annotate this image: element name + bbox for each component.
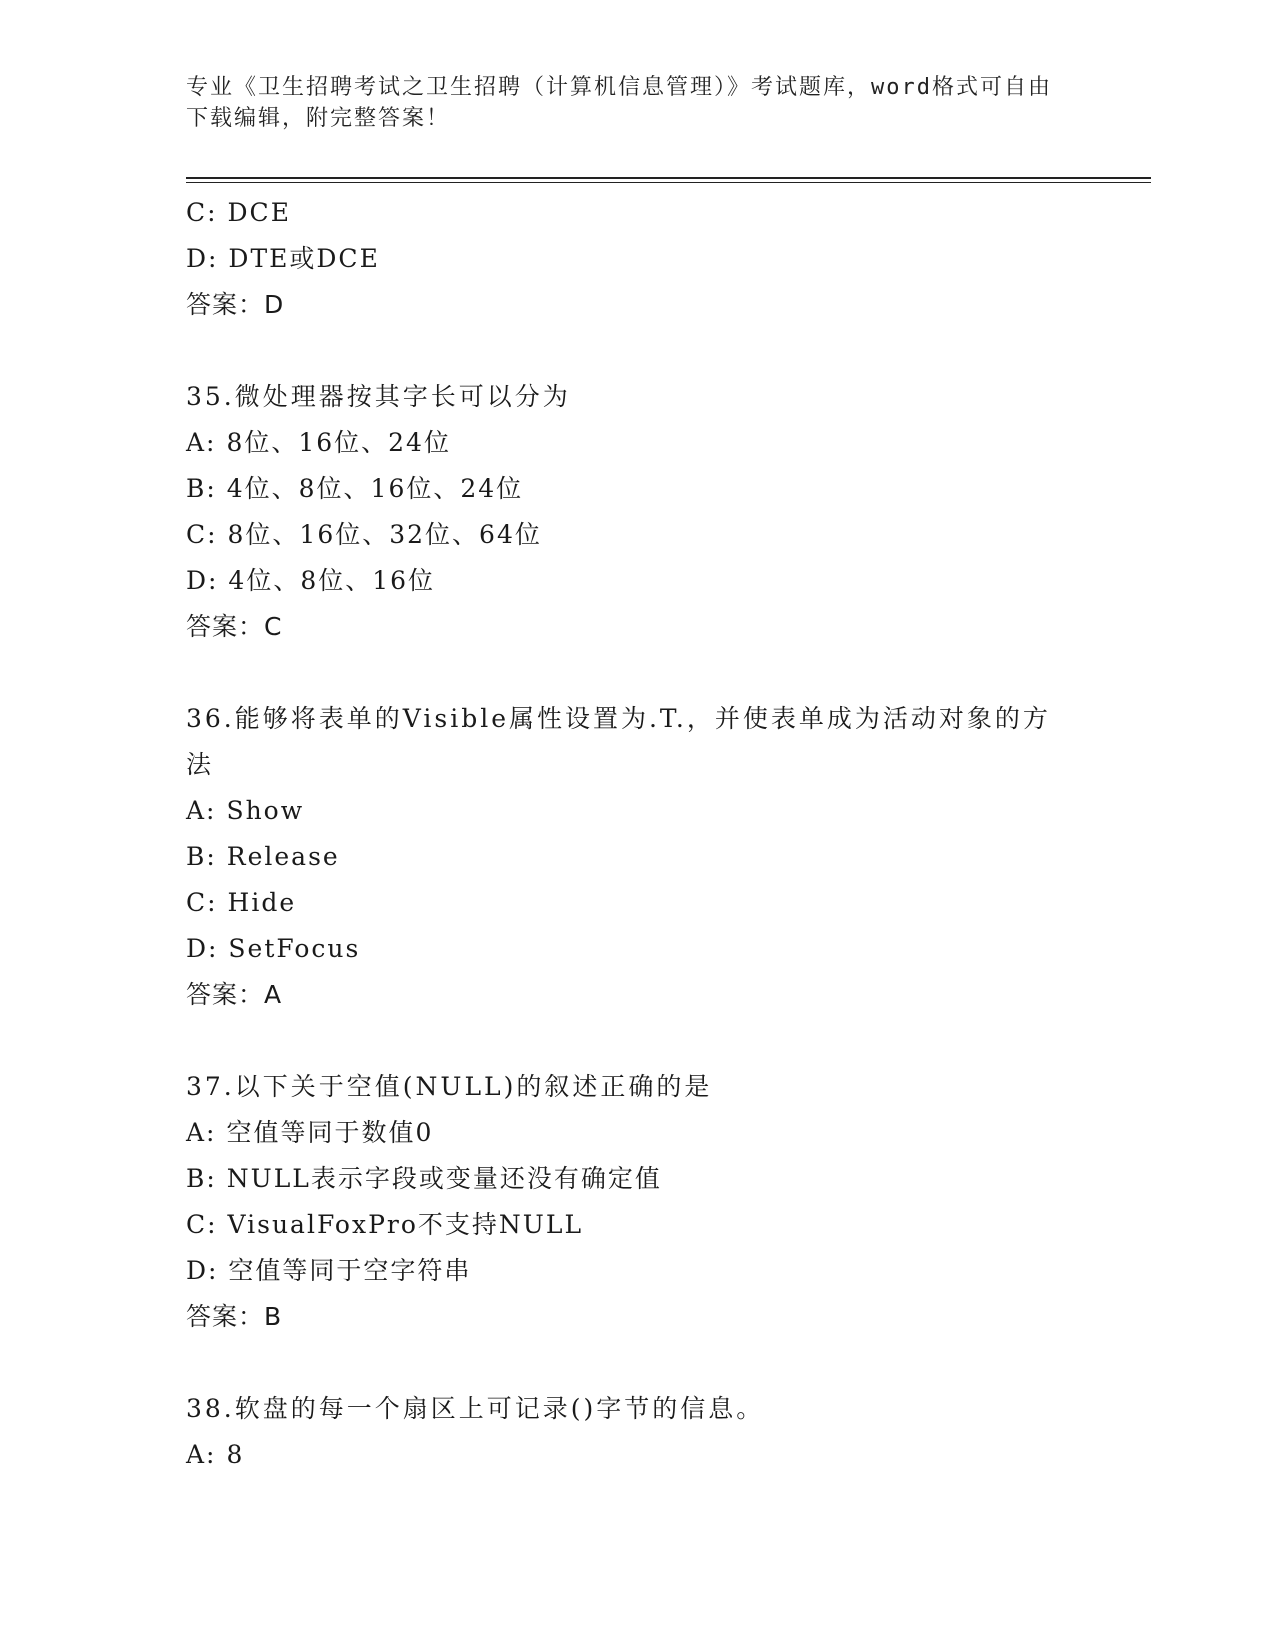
question-block-38 <box>186 1386 1066 1478</box>
option-text: 4位、8位、16位、24位 <box>226 474 524 503</box>
option-d <box>186 558 1066 604</box>
answer-line: 答案：A <box>186 980 283 1009</box>
option-text: 空值等同于空字符串 <box>228 1256 472 1285</box>
option-label: D: <box>186 934 219 963</box>
header-divider-thin <box>186 182 1151 183</box>
option-c <box>186 512 1066 558</box>
spacer <box>186 1340 1066 1386</box>
spacer <box>186 650 1066 696</box>
option-text: 8位、16位、32位、64位 <box>227 520 542 549</box>
option-text: Show <box>226 796 305 825</box>
option-b <box>186 1156 1066 1202</box>
option-label: C: <box>186 888 218 917</box>
option-label: A: <box>186 1118 217 1147</box>
option-text: 8 <box>226 1440 245 1469</box>
option-label: D: <box>186 244 219 273</box>
option-a <box>186 420 1066 466</box>
option-label: C: <box>186 198 218 227</box>
option-label: A: <box>186 428 217 457</box>
option-d <box>186 236 1066 282</box>
option-label: D: <box>186 566 219 595</box>
question-stem: 37.以下关于空值(NULL)的叙述正确的是 <box>186 1072 713 1101</box>
question-block-continued <box>186 190 1066 328</box>
option-a <box>186 788 1066 834</box>
option-text: VisualFoxPro不支持NULL <box>227 1210 584 1239</box>
question-stem: 35.微处理器按其字长可以分为 <box>186 382 571 411</box>
option-c <box>186 190 1066 236</box>
option-text: 空值等同于数值0 <box>226 1118 434 1147</box>
option-c <box>186 1202 1066 1248</box>
option-label: B: <box>186 1164 217 1193</box>
option-text: NULL表示字段或变量还没有确定值 <box>226 1164 662 1193</box>
question-stem: 36.能够将表单的Visible属性设置为.T.，并使表单成为活动对象的方法 <box>186 704 1051 779</box>
answer-line: 答案：D <box>186 290 285 319</box>
option-text: SetFocus <box>228 934 361 963</box>
option-text: DTE或DCE <box>228 244 380 273</box>
answer-line: 答案：C <box>186 612 283 641</box>
option-a <box>186 1432 1066 1478</box>
answer-line: 答案：B <box>186 1302 283 1331</box>
question-block-36 <box>186 696 1066 1018</box>
option-label: B: <box>186 474 217 503</box>
option-d <box>186 926 1066 972</box>
question-stem: 38.软盘的每一个扇区上可记录()字节的信息。 <box>186 1394 765 1423</box>
option-label: C: <box>186 520 218 549</box>
option-label: B: <box>186 842 217 871</box>
option-b <box>186 466 1066 512</box>
question-list <box>186 190 1066 1478</box>
option-text: DCE <box>227 198 291 227</box>
question-block-35 <box>186 374 1066 650</box>
document-header: 专业《卫生招聘考试之卫生招聘（计算机信息管理）》考试题库，word格式可自由下载编辑，附完整答案！ <box>186 75 1052 131</box>
option-label: A: <box>186 796 217 825</box>
option-text: Release <box>226 842 340 871</box>
option-label: D: <box>186 1256 219 1285</box>
option-text: 4位、8位、16位 <box>228 566 436 595</box>
question-block-37 <box>186 1064 1066 1340</box>
header-divider-thick <box>186 177 1151 179</box>
spacer <box>186 1018 1066 1064</box>
option-c <box>186 880 1066 926</box>
option-d <box>186 1248 1066 1294</box>
option-text: 8位、16位、24位 <box>226 428 451 457</box>
option-text: Hide <box>227 888 297 917</box>
option-b <box>186 834 1066 880</box>
option-a <box>186 1110 1066 1156</box>
option-label: C: <box>186 1210 218 1239</box>
option-label: A: <box>186 1440 217 1469</box>
spacer <box>186 328 1066 374</box>
